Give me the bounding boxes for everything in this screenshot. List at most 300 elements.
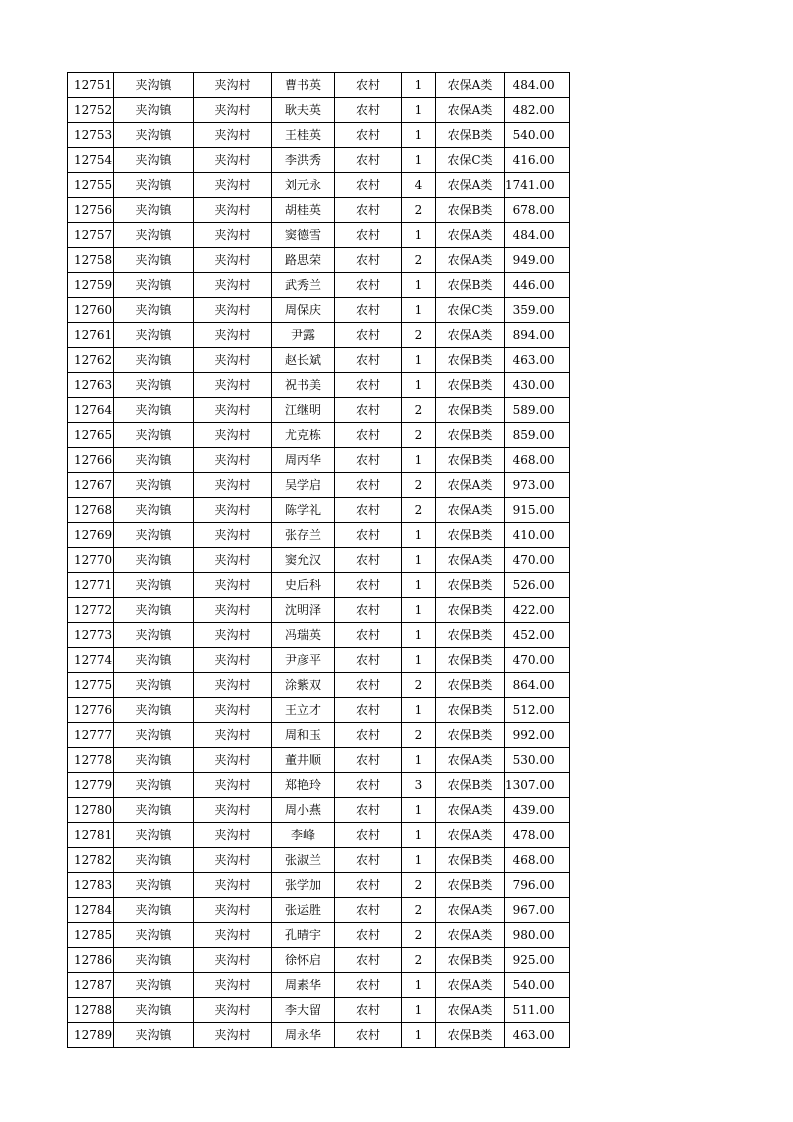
record-id-cell: 12761 bbox=[68, 323, 114, 348]
insurance-type-cell: 农保A类 bbox=[436, 748, 505, 773]
village-cell: 夹沟村 bbox=[194, 698, 272, 723]
town-cell: 夹沟镇 bbox=[114, 448, 194, 473]
insurance-type-cell: 农保B类 bbox=[436, 273, 505, 298]
village-cell: 夹沟村 bbox=[194, 998, 272, 1023]
household-count-cell: 1 bbox=[402, 373, 436, 398]
town-cell: 夹沟镇 bbox=[114, 473, 194, 498]
record-id-cell: 12758 bbox=[68, 248, 114, 273]
amount-cell: 859.00 bbox=[505, 423, 570, 448]
town-cell: 夹沟镇 bbox=[114, 873, 194, 898]
household-count-cell: 1 bbox=[402, 623, 436, 648]
table-row bbox=[68, 923, 570, 948]
table-row bbox=[68, 973, 570, 998]
town-cell: 夹沟镇 bbox=[114, 198, 194, 223]
area-type-cell: 农村 bbox=[335, 548, 402, 573]
name-cell: 李峰 bbox=[272, 823, 335, 848]
area-type-cell: 农村 bbox=[335, 273, 402, 298]
town-cell: 夹沟镇 bbox=[114, 673, 194, 698]
insurance-type-cell: 农保B类 bbox=[436, 598, 505, 623]
amount-cell: 416.00 bbox=[505, 148, 570, 173]
town-cell: 夹沟镇 bbox=[114, 1023, 194, 1048]
area-type-cell: 农村 bbox=[335, 448, 402, 473]
allowance-table bbox=[67, 72, 570, 1048]
table-row bbox=[68, 498, 570, 523]
household-count-cell: 2 bbox=[402, 723, 436, 748]
village-cell: 夹沟村 bbox=[194, 273, 272, 298]
town-cell: 夹沟镇 bbox=[114, 498, 194, 523]
village-cell: 夹沟村 bbox=[194, 573, 272, 598]
record-id-cell: 12768 bbox=[68, 498, 114, 523]
name-cell: 周小燕 bbox=[272, 798, 335, 823]
area-type-cell: 农村 bbox=[335, 948, 402, 973]
amount-cell: 470.00 bbox=[505, 548, 570, 573]
record-id-cell: 12754 bbox=[68, 148, 114, 173]
amount-cell: 589.00 bbox=[505, 398, 570, 423]
record-id-cell: 12760 bbox=[68, 298, 114, 323]
village-cell: 夹沟村 bbox=[194, 648, 272, 673]
village-cell: 夹沟村 bbox=[194, 873, 272, 898]
household-count-cell: 2 bbox=[402, 198, 436, 223]
insurance-type-cell: 农保B类 bbox=[436, 123, 505, 148]
village-cell: 夹沟村 bbox=[194, 598, 272, 623]
record-id-cell: 12775 bbox=[68, 673, 114, 698]
name-cell: 周丙华 bbox=[272, 448, 335, 473]
village-cell: 夹沟村 bbox=[194, 123, 272, 148]
town-cell: 夹沟镇 bbox=[114, 523, 194, 548]
area-type-cell: 农村 bbox=[335, 123, 402, 148]
insurance-type-cell: 农保B类 bbox=[436, 523, 505, 548]
name-cell: 张淑兰 bbox=[272, 848, 335, 873]
record-id-cell: 12781 bbox=[68, 823, 114, 848]
household-count-cell: 1 bbox=[402, 698, 436, 723]
insurance-type-cell: 农保A类 bbox=[436, 973, 505, 998]
town-cell: 夹沟镇 bbox=[114, 723, 194, 748]
household-count-cell: 4 bbox=[402, 173, 436, 198]
name-cell: 周永华 bbox=[272, 1023, 335, 1048]
area-type-cell: 农村 bbox=[335, 373, 402, 398]
area-type-cell: 农村 bbox=[335, 648, 402, 673]
insurance-type-cell: 农保A类 bbox=[436, 498, 505, 523]
village-cell: 夹沟村 bbox=[194, 423, 272, 448]
name-cell: 王桂英 bbox=[272, 123, 335, 148]
area-type-cell: 农村 bbox=[335, 298, 402, 323]
area-type-cell: 农村 bbox=[335, 573, 402, 598]
town-cell: 夹沟镇 bbox=[114, 273, 194, 298]
table-row bbox=[68, 448, 570, 473]
record-id-cell: 12771 bbox=[68, 573, 114, 598]
town-cell: 夹沟镇 bbox=[114, 998, 194, 1023]
household-count-cell: 1 bbox=[402, 1023, 436, 1048]
table-row bbox=[68, 698, 570, 723]
record-id-cell: 12787 bbox=[68, 973, 114, 998]
household-count-cell: 1 bbox=[402, 998, 436, 1023]
area-type-cell: 农村 bbox=[335, 173, 402, 198]
village-cell: 夹沟村 bbox=[194, 248, 272, 273]
household-count-cell: 2 bbox=[402, 948, 436, 973]
insurance-type-cell: 农保B类 bbox=[436, 873, 505, 898]
record-id-cell: 12772 bbox=[68, 598, 114, 623]
insurance-type-cell: 农保B类 bbox=[436, 848, 505, 873]
record-id-cell: 12766 bbox=[68, 448, 114, 473]
amount-cell: 864.00 bbox=[505, 673, 570, 698]
name-cell: 胡桂英 bbox=[272, 198, 335, 223]
area-type-cell: 农村 bbox=[335, 198, 402, 223]
insurance-type-cell: 农保B类 bbox=[436, 573, 505, 598]
village-cell: 夹沟村 bbox=[194, 748, 272, 773]
record-id-cell: 12763 bbox=[68, 373, 114, 398]
table-row bbox=[68, 223, 570, 248]
amount-cell: 894.00 bbox=[505, 323, 570, 348]
record-id-cell: 12753 bbox=[68, 123, 114, 148]
table-row bbox=[68, 123, 570, 148]
amount-cell: 540.00 bbox=[505, 973, 570, 998]
village-cell: 夹沟村 bbox=[194, 523, 272, 548]
record-id-cell: 12780 bbox=[68, 798, 114, 823]
name-cell: 陈学礼 bbox=[272, 498, 335, 523]
area-type-cell: 农村 bbox=[335, 898, 402, 923]
name-cell: 史后科 bbox=[272, 573, 335, 598]
village-cell: 夹沟村 bbox=[194, 98, 272, 123]
amount-cell: 439.00 bbox=[505, 798, 570, 823]
household-count-cell: 1 bbox=[402, 973, 436, 998]
name-cell: 尹露 bbox=[272, 323, 335, 348]
household-count-cell: 1 bbox=[402, 548, 436, 573]
name-cell: 李大留 bbox=[272, 998, 335, 1023]
village-cell: 夹沟村 bbox=[194, 148, 272, 173]
village-cell: 夹沟村 bbox=[194, 673, 272, 698]
insurance-type-cell: 农保B类 bbox=[436, 448, 505, 473]
name-cell: 郑艳玲 bbox=[272, 773, 335, 798]
village-cell: 夹沟村 bbox=[194, 198, 272, 223]
area-type-cell: 农村 bbox=[335, 848, 402, 873]
village-cell: 夹沟村 bbox=[194, 798, 272, 823]
name-cell: 刘元永 bbox=[272, 173, 335, 198]
table-row bbox=[68, 473, 570, 498]
amount-cell: 526.00 bbox=[505, 573, 570, 598]
town-cell: 夹沟镇 bbox=[114, 948, 194, 973]
village-cell: 夹沟村 bbox=[194, 923, 272, 948]
name-cell: 冯瑞英 bbox=[272, 623, 335, 648]
insurance-type-cell: 农保A类 bbox=[436, 548, 505, 573]
record-id-cell: 12755 bbox=[68, 173, 114, 198]
record-id-cell: 12777 bbox=[68, 723, 114, 748]
village-cell: 夹沟村 bbox=[194, 623, 272, 648]
area-type-cell: 农村 bbox=[335, 248, 402, 273]
area-type-cell: 农村 bbox=[335, 1023, 402, 1048]
area-type-cell: 农村 bbox=[335, 223, 402, 248]
table-row bbox=[68, 298, 570, 323]
record-id-cell: 12752 bbox=[68, 98, 114, 123]
village-cell: 夹沟村 bbox=[194, 548, 272, 573]
amount-cell: 512.00 bbox=[505, 698, 570, 723]
village-cell: 夹沟村 bbox=[194, 948, 272, 973]
insurance-type-cell: 农保A类 bbox=[436, 823, 505, 848]
area-type-cell: 农村 bbox=[335, 723, 402, 748]
table-row bbox=[68, 373, 570, 398]
town-cell: 夹沟镇 bbox=[114, 348, 194, 373]
name-cell: 吴学启 bbox=[272, 473, 335, 498]
table-row bbox=[68, 998, 570, 1023]
insurance-type-cell: 农保A类 bbox=[436, 223, 505, 248]
insurance-type-cell: 农保B类 bbox=[436, 373, 505, 398]
insurance-type-cell: 农保A类 bbox=[436, 323, 505, 348]
table-row bbox=[68, 248, 570, 273]
household-count-cell: 2 bbox=[402, 498, 436, 523]
record-id-cell: 12774 bbox=[68, 648, 114, 673]
household-count-cell: 1 bbox=[402, 823, 436, 848]
insurance-type-cell: 农保A类 bbox=[436, 473, 505, 498]
town-cell: 夹沟镇 bbox=[114, 748, 194, 773]
name-cell: 李洪秀 bbox=[272, 148, 335, 173]
town-cell: 夹沟镇 bbox=[114, 898, 194, 923]
insurance-type-cell: 农保B类 bbox=[436, 698, 505, 723]
amount-cell: 463.00 bbox=[505, 348, 570, 373]
town-cell: 夹沟镇 bbox=[114, 698, 194, 723]
record-id-cell: 12762 bbox=[68, 348, 114, 373]
table-row bbox=[68, 898, 570, 923]
household-count-cell: 3 bbox=[402, 773, 436, 798]
area-type-cell: 农村 bbox=[335, 623, 402, 648]
household-count-cell: 2 bbox=[402, 398, 436, 423]
village-cell: 夹沟村 bbox=[194, 323, 272, 348]
insurance-type-cell: 农保B类 bbox=[436, 673, 505, 698]
table-row bbox=[68, 348, 570, 373]
area-type-cell: 农村 bbox=[335, 873, 402, 898]
table-body bbox=[68, 73, 570, 1048]
area-type-cell: 农村 bbox=[335, 98, 402, 123]
household-count-cell: 1 bbox=[402, 848, 436, 873]
town-cell: 夹沟镇 bbox=[114, 798, 194, 823]
amount-cell: 359.00 bbox=[505, 298, 570, 323]
name-cell: 周素华 bbox=[272, 973, 335, 998]
town-cell: 夹沟镇 bbox=[114, 923, 194, 948]
record-id-cell: 12757 bbox=[68, 223, 114, 248]
household-count-cell: 2 bbox=[402, 248, 436, 273]
insurance-type-cell: 农保A类 bbox=[436, 923, 505, 948]
village-cell: 夹沟村 bbox=[194, 773, 272, 798]
record-id-cell: 12770 bbox=[68, 548, 114, 573]
village-cell: 夹沟村 bbox=[194, 73, 272, 98]
table-row bbox=[68, 398, 570, 423]
town-cell: 夹沟镇 bbox=[114, 148, 194, 173]
name-cell: 董井顺 bbox=[272, 748, 335, 773]
insurance-type-cell: 农保A类 bbox=[436, 998, 505, 1023]
area-type-cell: 农村 bbox=[335, 473, 402, 498]
name-cell: 周和玉 bbox=[272, 723, 335, 748]
amount-cell: 1307.00 bbox=[505, 773, 570, 798]
record-id-cell: 12784 bbox=[68, 898, 114, 923]
household-count-cell: 1 bbox=[402, 73, 436, 98]
record-id-cell: 12782 bbox=[68, 848, 114, 873]
amount-cell: 468.00 bbox=[505, 848, 570, 873]
amount-cell: 949.00 bbox=[505, 248, 570, 273]
table-row bbox=[68, 748, 570, 773]
insurance-type-cell: 农保B类 bbox=[436, 648, 505, 673]
village-cell: 夹沟村 bbox=[194, 498, 272, 523]
table-row bbox=[68, 823, 570, 848]
table-row bbox=[68, 723, 570, 748]
household-count-cell: 1 bbox=[402, 523, 436, 548]
town-cell: 夹沟镇 bbox=[114, 298, 194, 323]
household-count-cell: 1 bbox=[402, 273, 436, 298]
amount-cell: 482.00 bbox=[505, 98, 570, 123]
village-cell: 夹沟村 bbox=[194, 1023, 272, 1048]
insurance-type-cell: 农保B类 bbox=[436, 423, 505, 448]
village-cell: 夹沟村 bbox=[194, 373, 272, 398]
amount-cell: 980.00 bbox=[505, 923, 570, 948]
insurance-type-cell: 农保A类 bbox=[436, 798, 505, 823]
household-count-cell: 1 bbox=[402, 223, 436, 248]
table-row bbox=[68, 523, 570, 548]
insurance-type-cell: 农保A类 bbox=[436, 73, 505, 98]
table-row bbox=[68, 573, 570, 598]
amount-cell: 530.00 bbox=[505, 748, 570, 773]
town-cell: 夹沟镇 bbox=[114, 548, 194, 573]
amount-cell: 925.00 bbox=[505, 948, 570, 973]
record-id-cell: 12765 bbox=[68, 423, 114, 448]
amount-cell: 410.00 bbox=[505, 523, 570, 548]
insurance-type-cell: 农保B类 bbox=[436, 398, 505, 423]
record-id-cell: 12779 bbox=[68, 773, 114, 798]
name-cell: 窦允汉 bbox=[272, 548, 335, 573]
area-type-cell: 农村 bbox=[335, 498, 402, 523]
table-row bbox=[68, 73, 570, 98]
household-count-cell: 2 bbox=[402, 673, 436, 698]
insurance-type-cell: 农保B类 bbox=[436, 198, 505, 223]
name-cell: 尤克栋 bbox=[272, 423, 335, 448]
household-count-cell: 1 bbox=[402, 123, 436, 148]
name-cell: 江继明 bbox=[272, 398, 335, 423]
town-cell: 夹沟镇 bbox=[114, 573, 194, 598]
record-id-cell: 12789 bbox=[68, 1023, 114, 1048]
town-cell: 夹沟镇 bbox=[114, 373, 194, 398]
insurance-type-cell: 农保C类 bbox=[436, 148, 505, 173]
household-count-cell: 1 bbox=[402, 748, 436, 773]
household-count-cell: 1 bbox=[402, 598, 436, 623]
village-cell: 夹沟村 bbox=[194, 898, 272, 923]
insurance-type-cell: 农保B类 bbox=[436, 1023, 505, 1048]
amount-cell: 470.00 bbox=[505, 648, 570, 673]
amount-cell: 992.00 bbox=[505, 723, 570, 748]
record-id-cell: 12788 bbox=[68, 998, 114, 1023]
town-cell: 夹沟镇 bbox=[114, 123, 194, 148]
insurance-type-cell: 农保B类 bbox=[436, 348, 505, 373]
name-cell: 路思荣 bbox=[272, 248, 335, 273]
table-row bbox=[68, 798, 570, 823]
household-count-cell: 2 bbox=[402, 473, 436, 498]
record-id-cell: 12764 bbox=[68, 398, 114, 423]
insurance-type-cell: 农保B类 bbox=[436, 948, 505, 973]
amount-cell: 540.00 bbox=[505, 123, 570, 148]
village-cell: 夹沟村 bbox=[194, 223, 272, 248]
record-id-cell: 12773 bbox=[68, 623, 114, 648]
village-cell: 夹沟村 bbox=[194, 173, 272, 198]
household-count-cell: 1 bbox=[402, 148, 436, 173]
area-type-cell: 农村 bbox=[335, 998, 402, 1023]
record-id-cell: 12786 bbox=[68, 948, 114, 973]
village-cell: 夹沟村 bbox=[194, 448, 272, 473]
table-row bbox=[68, 423, 570, 448]
table-row bbox=[68, 148, 570, 173]
amount-cell: 446.00 bbox=[505, 273, 570, 298]
village-cell: 夹沟村 bbox=[194, 398, 272, 423]
name-cell: 耿夫英 bbox=[272, 98, 335, 123]
table-row bbox=[68, 198, 570, 223]
village-cell: 夹沟村 bbox=[194, 848, 272, 873]
amount-cell: 915.00 bbox=[505, 498, 570, 523]
name-cell: 涂紫双 bbox=[272, 673, 335, 698]
insurance-type-cell: 农保A类 bbox=[436, 98, 505, 123]
household-count-cell: 1 bbox=[402, 448, 436, 473]
area-type-cell: 农村 bbox=[335, 598, 402, 623]
name-cell: 王立才 bbox=[272, 698, 335, 723]
insurance-type-cell: 农保A类 bbox=[436, 173, 505, 198]
town-cell: 夹沟镇 bbox=[114, 648, 194, 673]
record-id-cell: 12759 bbox=[68, 273, 114, 298]
household-count-cell: 2 bbox=[402, 923, 436, 948]
area-type-cell: 农村 bbox=[335, 973, 402, 998]
town-cell: 夹沟镇 bbox=[114, 598, 194, 623]
household-count-cell: 2 bbox=[402, 898, 436, 923]
household-count-cell: 1 bbox=[402, 348, 436, 373]
insurance-type-cell: 农保B类 bbox=[436, 773, 505, 798]
record-id-cell: 12778 bbox=[68, 748, 114, 773]
village-cell: 夹沟村 bbox=[194, 298, 272, 323]
insurance-type-cell: 农保A类 bbox=[436, 898, 505, 923]
town-cell: 夹沟镇 bbox=[114, 973, 194, 998]
name-cell: 曹书英 bbox=[272, 73, 335, 98]
household-count-cell: 1 bbox=[402, 798, 436, 823]
amount-cell: 796.00 bbox=[505, 873, 570, 898]
record-id-cell: 12776 bbox=[68, 698, 114, 723]
household-count-cell: 1 bbox=[402, 573, 436, 598]
table-row bbox=[68, 623, 570, 648]
household-count-cell: 1 bbox=[402, 648, 436, 673]
area-type-cell: 农村 bbox=[335, 148, 402, 173]
name-cell: 沈明泽 bbox=[272, 598, 335, 623]
record-id-cell: 12785 bbox=[68, 923, 114, 948]
amount-cell: 463.00 bbox=[505, 1023, 570, 1048]
name-cell: 窦德雪 bbox=[272, 223, 335, 248]
area-type-cell: 农村 bbox=[335, 673, 402, 698]
amount-cell: 478.00 bbox=[505, 823, 570, 848]
town-cell: 夹沟镇 bbox=[114, 398, 194, 423]
town-cell: 夹沟镇 bbox=[114, 323, 194, 348]
name-cell: 张学加 bbox=[272, 873, 335, 898]
amount-cell: 973.00 bbox=[505, 473, 570, 498]
record-id-cell: 12769 bbox=[68, 523, 114, 548]
town-cell: 夹沟镇 bbox=[114, 173, 194, 198]
amount-cell: 422.00 bbox=[505, 598, 570, 623]
area-type-cell: 农村 bbox=[335, 923, 402, 948]
insurance-type-cell: 农保B类 bbox=[436, 723, 505, 748]
area-type-cell: 农村 bbox=[335, 748, 402, 773]
table-row bbox=[68, 773, 570, 798]
village-cell: 夹沟村 bbox=[194, 723, 272, 748]
area-type-cell: 农村 bbox=[335, 73, 402, 98]
name-cell: 武秀兰 bbox=[272, 273, 335, 298]
name-cell: 徐怀启 bbox=[272, 948, 335, 973]
name-cell: 张运胜 bbox=[272, 898, 335, 923]
area-type-cell: 农村 bbox=[335, 523, 402, 548]
table-row bbox=[68, 323, 570, 348]
name-cell: 尹彦平 bbox=[272, 648, 335, 673]
table-row bbox=[68, 273, 570, 298]
table-row bbox=[68, 848, 570, 873]
amount-cell: 678.00 bbox=[505, 198, 570, 223]
area-type-cell: 农村 bbox=[335, 423, 402, 448]
household-count-cell: 1 bbox=[402, 98, 436, 123]
